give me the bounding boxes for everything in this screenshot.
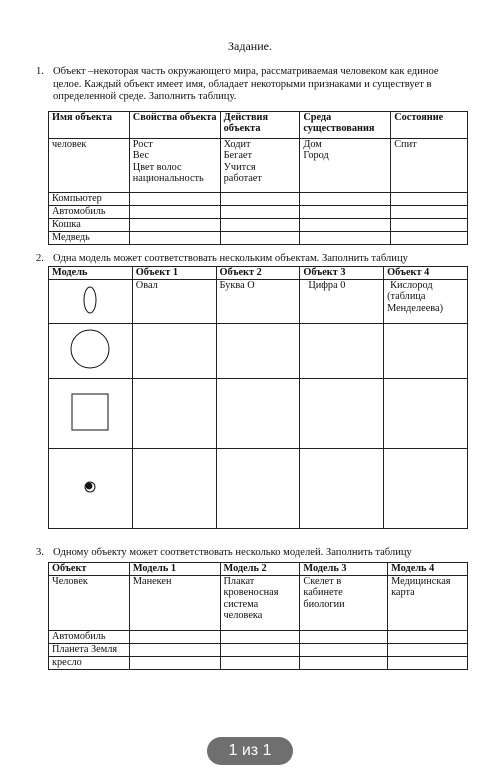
cell-line: Медицинская — [391, 576, 451, 587]
cell-line: система — [223, 598, 259, 610]
models-table — [48, 266, 468, 529]
empty-cell[interactable] — [220, 232, 300, 245]
table-cell — [220, 576, 300, 631]
cell-line: национальность — [132, 173, 204, 185]
table-cell: Человек — [49, 576, 130, 631]
model-cell — [49, 324, 133, 379]
empty-cell[interactable] — [384, 324, 468, 379]
cell-line: Рост — [132, 139, 153, 150]
empty-cell[interactable] — [388, 644, 468, 657]
table-row — [49, 280, 468, 324]
empty-cell[interactable] — [300, 631, 388, 644]
empty-cell[interactable] — [300, 657, 388, 670]
empty-cell[interactable] — [129, 219, 220, 232]
table-row — [49, 324, 468, 379]
empty-cell[interactable] — [220, 644, 300, 657]
header-cell: Состояние — [391, 112, 468, 139]
table-row — [49, 576, 468, 631]
table-cell: Медведь — [49, 232, 130, 245]
table-row — [49, 657, 468, 670]
empty-cell[interactable] — [129, 232, 220, 245]
header-cell: Объект 3 — [300, 267, 384, 280]
empty-cell[interactable] — [129, 631, 220, 644]
empty-cell[interactable] — [300, 324, 384, 379]
table-cell: Автомобиль — [49, 206, 130, 219]
table-row — [49, 219, 468, 232]
header-cell: Имя объекта — [49, 112, 130, 139]
table-cell: Планета Земля — [49, 644, 130, 657]
header-cell: Модель 4 — [388, 563, 468, 576]
empty-cell[interactable] — [132, 449, 216, 529]
header-cell: Объект 4 — [384, 267, 468, 280]
task-1-text — [36, 66, 464, 104]
header-cell: Объект 1 — [132, 267, 216, 280]
empty-cell[interactable] — [220, 219, 300, 232]
table-header-row — [49, 112, 468, 139]
empty-cell[interactable] — [300, 232, 391, 245]
document-title: Задание. — [228, 39, 272, 53]
header-cell: Среда существования — [300, 112, 391, 139]
table-row — [49, 206, 468, 219]
model-cell — [49, 379, 133, 449]
cell-line: карта — [391, 587, 415, 599]
table-row — [49, 379, 468, 449]
dot-shape-icon — [80, 477, 100, 497]
cell-line: Плакат — [223, 576, 255, 587]
table-cell: Автомобиль — [49, 631, 130, 644]
table-cell — [384, 280, 468, 324]
cell-line: Цвет волос — [132, 161, 182, 173]
header-cell: Свойства объекта — [129, 112, 220, 139]
empty-cell[interactable] — [220, 631, 300, 644]
cell-line: биологии — [303, 598, 345, 610]
table-cell: Буква О — [216, 280, 300, 324]
empty-cell[interactable] — [391, 206, 468, 219]
empty-cell[interactable] — [216, 379, 300, 449]
cell-line: (таблица — [387, 291, 426, 303]
task-3-description: Одному объекту может соответствовать несколько моделей. Заполнить таблицу — [53, 547, 412, 558]
empty-cell[interactable] — [220, 206, 300, 219]
page-indicator-label: 1 из 1 — [207, 737, 293, 765]
header-cell: Модель 3 — [300, 563, 388, 576]
empty-cell[interactable] — [391, 232, 468, 245]
table-cell — [300, 139, 391, 193]
empty-cell[interactable] — [384, 449, 468, 529]
cell-line: Ходит — [223, 139, 251, 150]
header-cell: Модель 2 — [220, 563, 300, 576]
table-cell — [388, 576, 468, 631]
table-cell: человек — [49, 139, 130, 193]
task-2-text — [36, 253, 464, 266]
empty-cell[interactable] — [300, 193, 391, 206]
table-row — [49, 631, 468, 644]
empty-cell[interactable] — [216, 449, 300, 529]
square-shape-icon — [70, 392, 110, 432]
empty-cell[interactable] — [300, 379, 384, 449]
task-3-text — [36, 547, 464, 560]
table-cell: Спит — [391, 139, 468, 193]
table-cell: кресло — [49, 657, 130, 670]
empty-cell[interactable] — [216, 324, 300, 379]
empty-cell[interactable] — [388, 657, 468, 670]
header-cell: Объект — [49, 563, 130, 576]
object-models-table — [48, 562, 468, 670]
empty-cell[interactable] — [132, 324, 216, 379]
cell-line: Дом — [303, 139, 322, 150]
empty-cell[interactable] — [391, 193, 468, 206]
empty-cell[interactable] — [129, 644, 220, 657]
empty-cell[interactable] — [300, 644, 388, 657]
empty-cell[interactable] — [132, 379, 216, 449]
empty-cell[interactable] — [384, 379, 468, 449]
task-1-description: Объект –некоторая часть окружающего мира, рассматриваемая человеком как единое целое. Каждый объект имеет имя, обладает некоторыми признаками и существует в определенной среде. Заполнить таблицу. — [53, 66, 439, 102]
cell-line: Менделеева) — [387, 302, 443, 314]
table-row — [49, 193, 468, 206]
header-cell: Объект 2 — [216, 267, 300, 280]
objects-table — [48, 111, 468, 245]
empty-cell[interactable] — [300, 449, 384, 529]
table-row — [49, 449, 468, 529]
empty-cell[interactable] — [129, 206, 220, 219]
cell-line: Учится — [223, 161, 256, 173]
table-row — [49, 644, 468, 657]
cell-line: работает — [223, 173, 262, 185]
empty-cell[interactable] — [129, 193, 220, 206]
empty-cell[interactable] — [300, 219, 391, 232]
cell-line: Вес — [132, 150, 150, 162]
empty-cell[interactable] — [220, 657, 300, 670]
circle-shape-icon — [68, 327, 112, 371]
table-cell: Компьютер — [49, 193, 130, 206]
cell-line: Город — [303, 150, 329, 162]
task-2-number: 2. — [36, 253, 44, 264]
table-cell: Овал — [132, 280, 216, 324]
table-cell — [129, 139, 220, 193]
header-cell: Действия объекта — [220, 112, 300, 139]
table-cell: Кошка — [49, 219, 130, 232]
table-header-row — [49, 563, 468, 576]
table-header-row — [49, 267, 468, 280]
model-cell — [49, 280, 133, 324]
table-cell — [300, 576, 388, 631]
table-row — [49, 232, 468, 245]
task-1-number: 1. — [36, 66, 44, 77]
header-cell: Модель — [49, 267, 133, 280]
empty-cell[interactable] — [391, 219, 468, 232]
oval-shape-icon — [80, 284, 100, 316]
task-2-description: Одна модель может соответствовать нескольким объектам. Заполнить таблицу — [53, 253, 408, 264]
cell-line: Кислород — [390, 280, 433, 291]
header-cell: Модель 1 — [129, 563, 220, 576]
empty-cell[interactable] — [129, 657, 220, 670]
cell-line: кровеносная — [223, 587, 279, 599]
table-cell — [220, 139, 300, 193]
cell-line: кабинете — [303, 587, 343, 599]
table-row — [49, 139, 468, 193]
empty-cell[interactable] — [388, 631, 468, 644]
cell-line: человека — [223, 610, 263, 622]
empty-cell[interactable] — [220, 193, 300, 206]
cell-line: Бегает — [223, 150, 252, 162]
table-cell: Цифра 0 — [300, 280, 384, 324]
model-cell — [49, 449, 133, 529]
page-indicator — [207, 737, 293, 765]
empty-cell[interactable] — [300, 206, 391, 219]
task-3-number: 3. — [36, 547, 44, 558]
table-cell: Манекен — [129, 576, 220, 631]
cell-line: Скелет в — [303, 576, 342, 587]
